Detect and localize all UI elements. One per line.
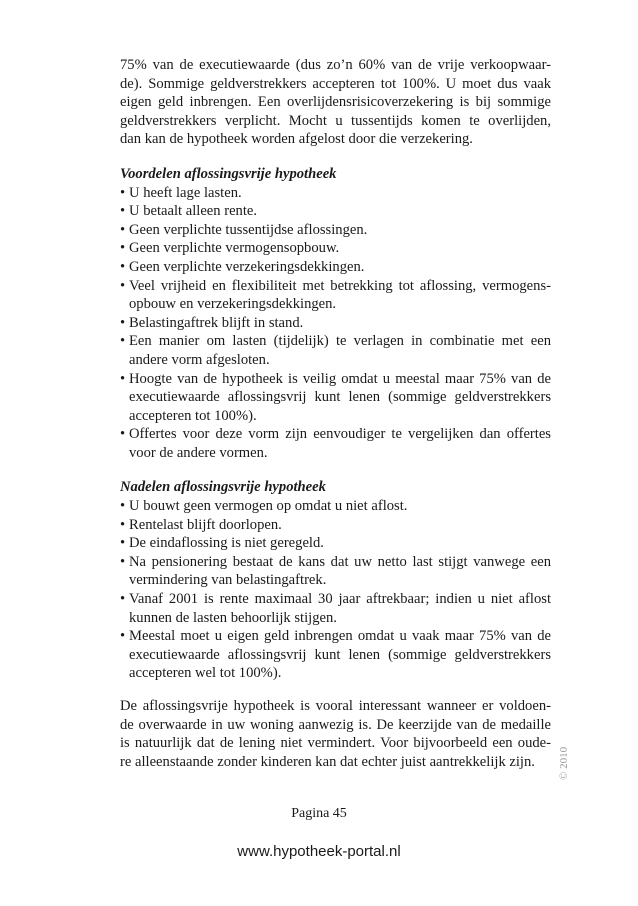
voordelen-item-line: voor de andere vormen. xyxy=(129,444,268,461)
intro-paragraph xyxy=(120,56,551,149)
intro-line: 75% van de executiewaarde (dus zo’n 60% van de vrije verkoopwaar- xyxy=(120,57,551,73)
voordelen-item xyxy=(120,221,551,240)
copyright-notice xyxy=(556,730,576,800)
voordelen-item-line: Offertes voor deze vorm zijn eenvoudiger te vergelijken dan offertes xyxy=(129,426,551,443)
bullet-icon: • xyxy=(120,258,126,275)
closing-line: De aflossingsvrije hypotheek is vooral interessant wanneer er voldoen- xyxy=(120,698,551,714)
bullet-icon: • xyxy=(120,221,126,238)
voordelen-item-line: Veel vrijheid en flexibiliteit met betrekking tot aflossing, vermogens- xyxy=(129,277,551,294)
bullet-icon: • xyxy=(120,314,126,331)
intro-line: geldverstrekkers verplicht. Mocht u tussentijds komen te overlijden, xyxy=(120,112,551,129)
intro-line: dan kan de hypotheek worden afgelost door die verzekering. xyxy=(120,131,473,148)
voordelen-item-line: U heeft lage lasten. xyxy=(129,184,242,201)
voordelen-item-line: executiewaarde aflossingsvrij kunt lenen (sommige geldverstrekkers xyxy=(129,389,551,406)
voordelen-item-line: opbouw en verzekeringsdekkingen. xyxy=(129,296,337,313)
closing-line: is natuurlijk dat de lening niet vermindert. Voor bijvoorbeeld een oude- xyxy=(120,735,551,752)
bullet-icon: • xyxy=(120,277,126,294)
bullet-icon: • xyxy=(120,535,126,552)
bullet-icon: • xyxy=(120,240,126,257)
nadelen-item-line: De eindaflossing is niet geregeld. xyxy=(129,535,324,552)
bullet-icon: • xyxy=(120,498,126,515)
bullet-icon: • xyxy=(120,203,126,220)
nadelen-item-line: Meestal moet u eigen geld inbrengen omdat u vaak maar 75% van de xyxy=(129,628,551,645)
voordelen-item xyxy=(120,425,551,462)
bullet-icon: • xyxy=(120,553,126,570)
nadelen-item-line: Vanaf 2001 is rente maximaal 30 jaar aftrekbaar; indien u niet aflost xyxy=(129,591,551,608)
page-body xyxy=(120,56,551,771)
nadelen-item-line: accepteren wel tot 100%). xyxy=(129,665,282,682)
bullet-icon: • xyxy=(120,591,126,608)
voordelen-heading: Voordelen aflossingsvrije hypotheek xyxy=(120,165,337,182)
bullet-icon: • xyxy=(120,333,126,350)
voordelen-item xyxy=(120,314,551,333)
nadelen-item xyxy=(120,497,551,516)
copyright-text: © 2010 xyxy=(558,746,570,780)
voordelen-item-line: U betaalt alleen rente. xyxy=(129,203,258,220)
closing-paragraph xyxy=(120,697,551,771)
voordelen-item-line: accepteren tot 100%). xyxy=(129,407,257,424)
closing-line: re alleenstaande zonder kinderen kan dat echter juist aantrekkelijk zijn. xyxy=(120,753,535,770)
bullet-icon: • xyxy=(120,184,126,201)
nadelen-item xyxy=(120,590,551,627)
voordelen-list xyxy=(120,184,551,463)
nadelen-item-line: vermindering van belastingaftrek. xyxy=(129,572,327,589)
bullet-icon: • xyxy=(120,628,126,645)
voordelen-item-line: Geen verplichte tussentijdse aflossingen. xyxy=(129,221,368,238)
nadelen-item-line: Rentelast blijft doorlopen. xyxy=(129,516,282,533)
intro-line: eigen geld inbrengen. Een overlijdensrisicoverzekering is bij sommige xyxy=(120,94,551,111)
voordelen-item xyxy=(120,332,551,369)
voordelen-item-line: Geen verplichte verzekeringsdekkingen. xyxy=(129,258,365,275)
nadelen-item-line: Na pensionering bestaat de kans dat uw netto last stijgt vanwege een xyxy=(129,553,551,570)
voordelen-item xyxy=(120,370,551,426)
voordelen-item-line: Hoogte van de hypotheek is veilig omdat u meestal maar 75% van de xyxy=(129,370,551,387)
bullet-icon: • xyxy=(120,370,126,387)
nadelen-item-line: kunnen de lasten behoorlijk stijgen. xyxy=(129,609,337,626)
voordelen-item xyxy=(120,184,551,203)
nadelen-item-line: U bouwt geen vermogen op omdat u niet aflost. xyxy=(129,498,408,515)
voordelen-item xyxy=(120,239,551,258)
website-url: www.hypotheek-portal.nl xyxy=(237,843,401,860)
nadelen-item xyxy=(120,534,551,553)
voordelen-item-line: Belastingaftrek blijft in stand. xyxy=(129,314,304,331)
nadelen-item xyxy=(120,516,551,535)
nadelen-item-line: executiewaarde aflossingsvrij kunt lenen (sommige geldverstrekkers xyxy=(129,646,551,663)
nadelen-item xyxy=(120,553,551,590)
nadelen-list xyxy=(120,497,551,683)
page-number: Pagina 45 xyxy=(291,806,347,821)
voordelen-item-line: andere vorm afgesloten. xyxy=(129,351,270,368)
intro-line: de). Sommige geldverstrekkers accepteren tot 100%. U moet dus vaak xyxy=(120,75,551,92)
voordelen-item-line: Geen verplichte vermogensopbouw. xyxy=(129,240,340,257)
nadelen-item xyxy=(120,627,551,683)
voordelen-item xyxy=(120,202,551,221)
closing-line: de overwaarde in uw woning aanwezig is. De keerzijde van de medaille xyxy=(120,716,551,733)
voordelen-item-line: Een manier om lasten (tijdelijk) te verlagen in combinatie met een xyxy=(129,333,551,350)
voordelen-item xyxy=(120,277,551,314)
bullet-icon: • xyxy=(120,516,126,533)
nadelen-heading: Nadelen aflossingsvrije hypotheek xyxy=(120,479,326,496)
bullet-icon: • xyxy=(120,426,126,443)
voordelen-item xyxy=(120,258,551,277)
